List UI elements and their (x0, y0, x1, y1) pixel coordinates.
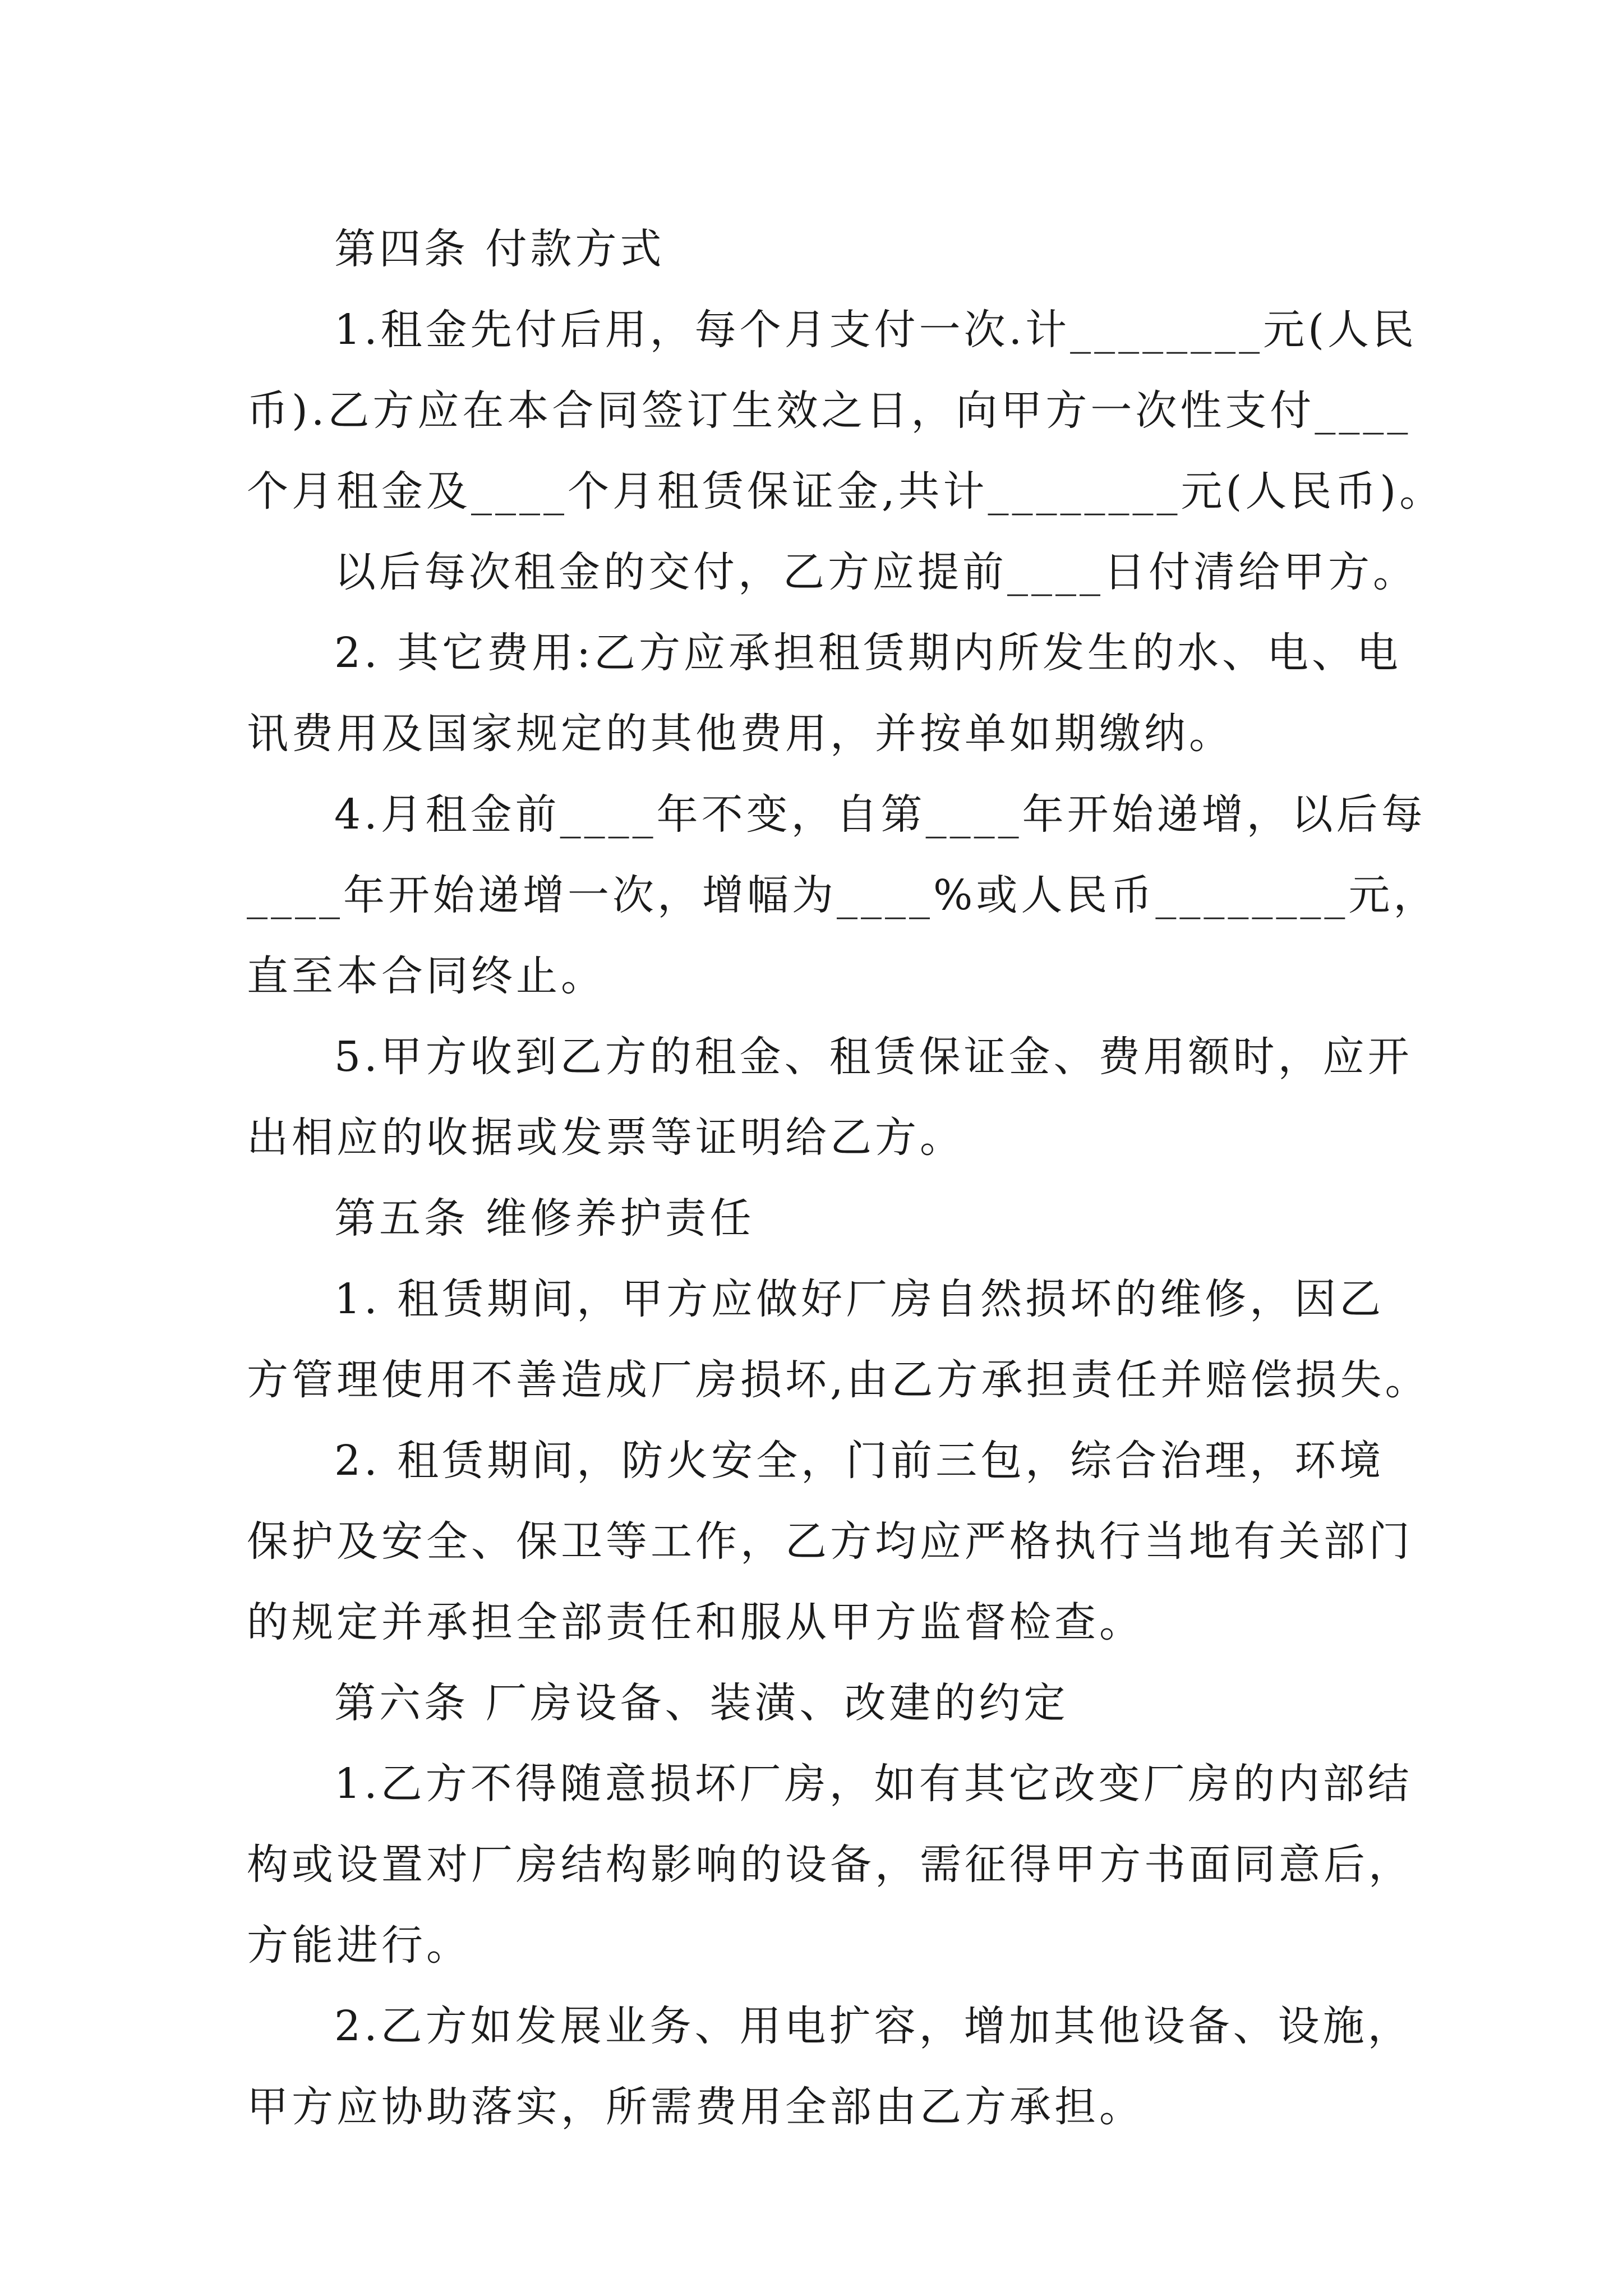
paragraph-line: ____年开始递增一次，增幅为____%或人民币________元， (247, 871, 1438, 919)
paragraph-line: 保护及安全、保卫等工作，乙方均应严格执行当地有关部门 (247, 1517, 1413, 1566)
section-heading-6: 第六条 厂房设备、装潢、改建的约定 (334, 1679, 1069, 1727)
paragraph-line: 5.甲方收到乙方的租金、租赁保证金、费用额时，应开 (334, 1033, 1413, 1081)
paragraph-line: 方管理使用不善造成厂房损坏,由乙方承担责任并赔偿损失。 (247, 1356, 1430, 1404)
paragraph-line: 出相应的收据或发票等证明给乙方。 (247, 1114, 965, 1162)
paragraph-line: 的规定并承担全部责任和服从甲方监督检查。 (247, 1598, 1144, 1646)
contract-text (247, 209, 1445, 2147)
paragraph-line: 1. 租赁期间，甲方应做好厂房自然损坏的维修，因乙 (334, 1275, 1385, 1323)
paragraph-line: 1.租金先付后用，每个月支付一次.计________元(人民 (334, 306, 1417, 354)
paragraph-line: 讯费用及国家规定的其他费用，并按单如期缴纳。 (247, 710, 1234, 758)
paragraph-line: 币).乙方应在本合同签订生效之日，向甲方一次性支付____ (247, 386, 1412, 435)
paragraph-line: 2. 租赁期间，防火安全，门前三包，综合治理，环境 (334, 1437, 1385, 1485)
paragraph-line: 个月租金及____个月租赁保证金,共计________元(人民币)。 (247, 467, 1445, 516)
paragraph-line: 直至本合同终止。 (247, 952, 606, 1000)
paragraph-line: 2.乙方如发展业务、用电扩容，增加其他设备、设施， (334, 2002, 1413, 2050)
section-heading-4: 第四条 付款方式 (334, 225, 665, 273)
paragraph-line: 以后每次租金的交付，乙方应提前____日付清给甲方。 (334, 548, 1418, 596)
paragraph-line: 4.月租金前____年不变，自第____年开始递增，以后每 (334, 790, 1426, 839)
paragraph-line: 1.乙方不得随意损坏厂房，如有其它改变厂房的内部结 (334, 1760, 1413, 1808)
paragraph-line: 甲方应协助落实，所需费用全部由乙方承担。 (247, 2083, 1144, 2131)
section-heading-5: 第五条 维修养护责任 (334, 1194, 755, 1243)
paragraph-line: 2. 其它费用:乙方应承担租赁期内所发生的水、电、电 (334, 629, 1402, 677)
paragraph-line: 方能进行。 (247, 1921, 471, 1970)
paragraph-line: 构或设置对厂房结构影响的设备，需征得甲方书面同意后， (247, 1841, 1413, 1889)
